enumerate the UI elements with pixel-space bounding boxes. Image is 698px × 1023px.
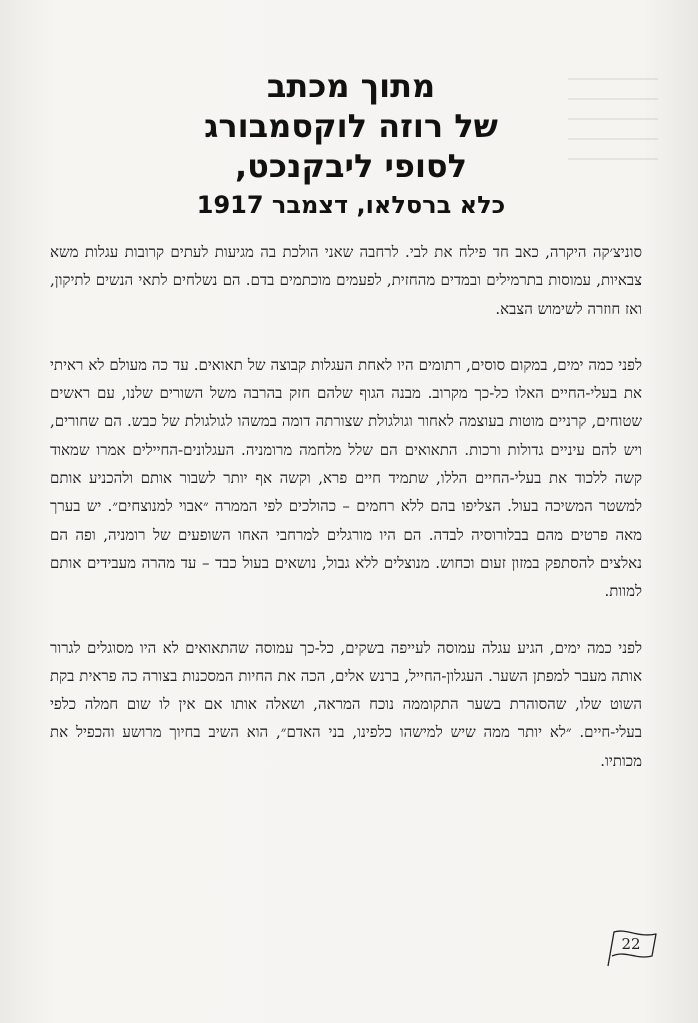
title-block	[170, 66, 532, 220]
page-number-badge	[604, 926, 660, 968]
title-line-3: לסופי ליבקנכט,	[234, 147, 468, 185]
title-line-1: מתוך מכתב	[266, 67, 436, 105]
paragraph-1: סוניצ׳קה היקרה, כאב חד פילח את לבי. לרחבה שאני הולכת בה מגיעות לעתים קרובות עגלות משא צבאיות, עמוסות בתרמילים ובמדים מהחזית, לפעמים מוכתמים בדם. הם נשלחים לתאי הנשים לתיקון, ואז חוזרה לשימוש הצבא.	[50, 243, 642, 318]
paragraph-2: לפני כמה ימים, במקום סוסים, רתומים היו לאחת העגלות קבוצה של תאואים. עד כה מעולם לא ראיתי את בעלי-החיים האלו כל-כך מקרוב. מבנה הגוף שלהם חזק בהרבה משל השורים שלנו, עם ראשים שטוחים, קרניים מוטות בעוצמה לאחור וגולגולת שצורתה דומה במשהו לגולגולת של כבש. הם שחורים, ויש להם עיניים גדולות ורכות. התאואים הם שלל מלחמה מרומניה. העגלונים-החיילים אמרו שמאוד קשה ללכוד את בעלי-החיים הללו, שתמיד חיים פרא, וקשה אף יותר לשבור אותם ולהכניע אותם למשטר המשיכה בעול. הצליפו בהם ללא רחמים – כהולכים לפי הממרה ״אבוי למנוצחים״. יש בערך מאה פרטים מהם בבלורוסיה לבדה. הם היו מורגלים למרחבי האחו השופעים של רומניה, ופה הם נאלצים להסתפק במזון זעום וכחוש. מנוצלים ללא גבול, נושאים בעול כבד – עד מהרה מעבידים אותם למוות.	[50, 355, 642, 601]
subtitle: כלא ברסלאו, דצמבר 1917	[196, 191, 506, 219]
paragraph-3: לפני כמה ימים, הגיע עגלה עמוסה לעייפה בשקים, כל-כך עמוסה שהתאואים לא היו מסוגלים לגרור אותה מעבר למפתן השער. העגלון-החייל, ברנש אלים, הכה את החיות המסכנות בצורה כה פראית בקת השוט שלו, שהסוהרת בשער התקוממה נוכח המראה, ושאלה אותו אם אין לו שום חמלה כלפי בעלי-חיים. ״לא יותר ממה שיש למישהו כלפינו, בני האדם״, הוא השיב בחיוך מרושע והכפיל את מכותיו.	[50, 638, 642, 770]
title-line-2: של רוזה לוקסמבורג	[204, 107, 498, 145]
bleed-through-text	[568, 78, 658, 178]
letter-body	[50, 238, 642, 803]
page-number: 22	[621, 935, 641, 953]
